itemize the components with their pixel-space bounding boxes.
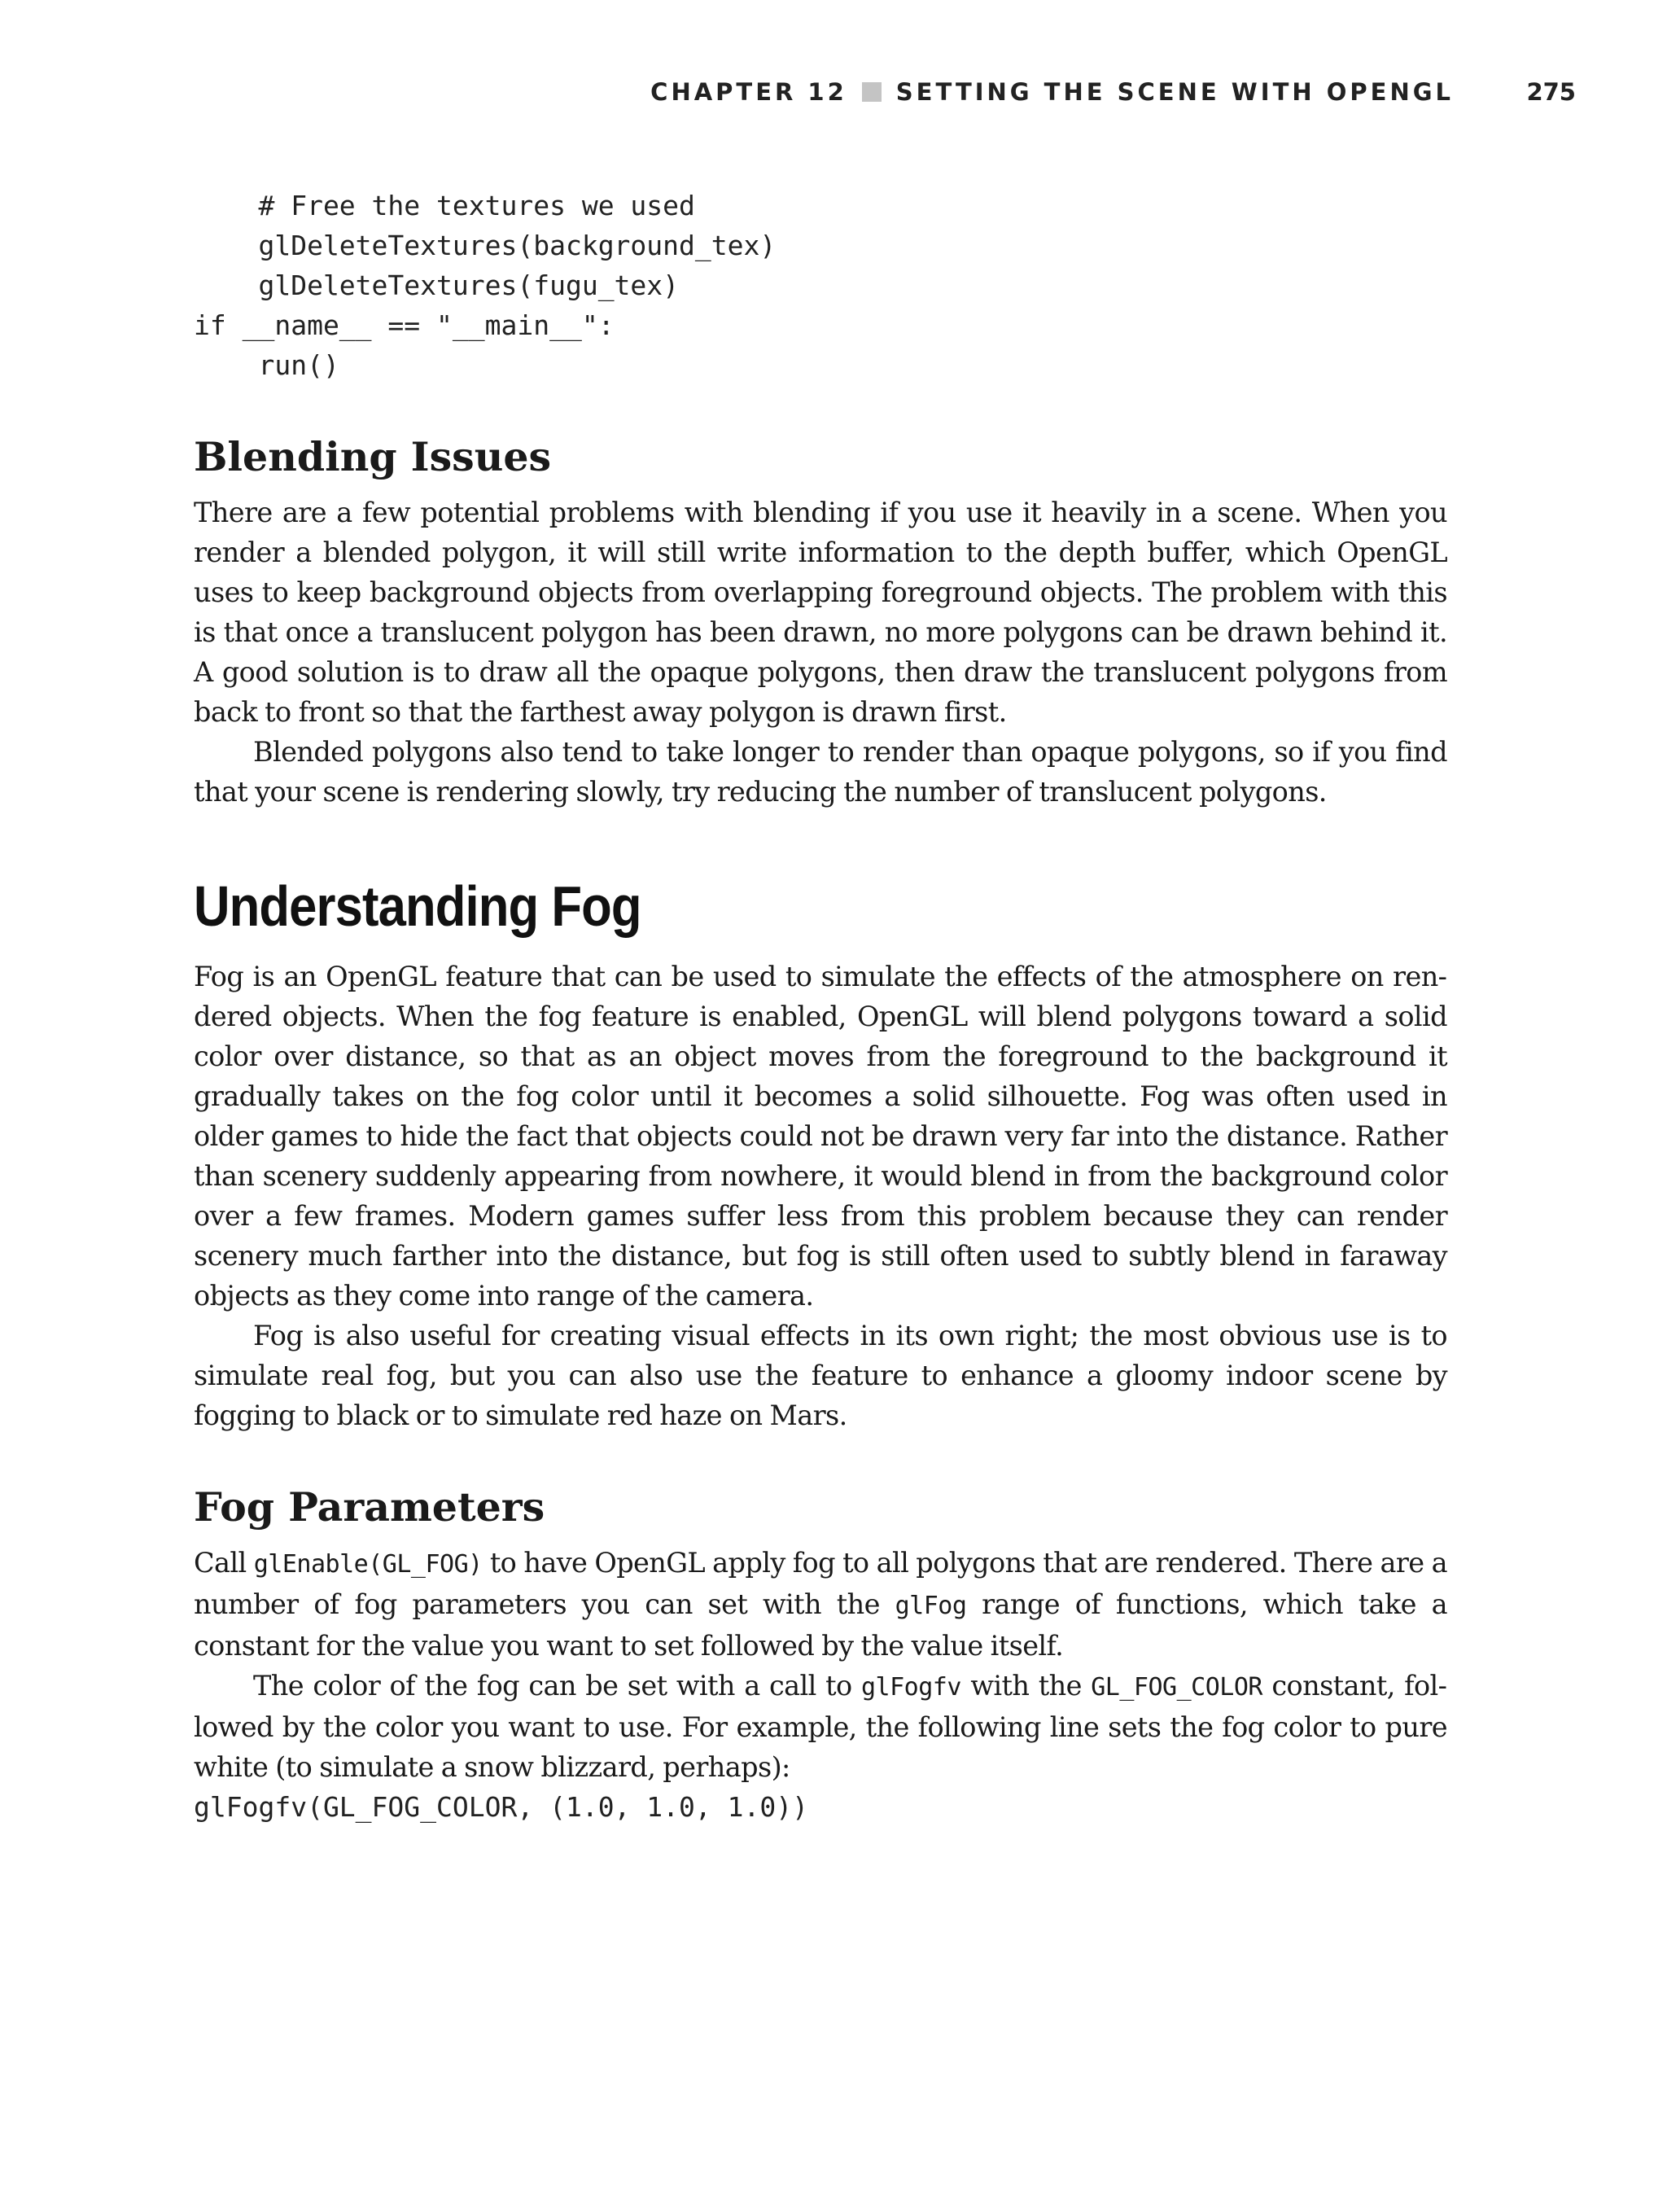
separator-square-icon <box>862 82 882 102</box>
heading-fog-parameters: Fog Parameters <box>194 1483 545 1531</box>
inline-code-gl-fog-color: GL_FOG_COLOR <box>1091 1673 1262 1702</box>
page-content <box>194 186 1447 1827</box>
paragraph-fog-2: Fog is also useful for creating visual effects in its own right; the most obvious use is to simulate real fog, but you can also use the feature to enhance a gloomy indoor scene by fogging to black or to simulate red haze on Mars. <box>194 1320 1447 1431</box>
text-run: Call <box>194 1547 254 1579</box>
paragraph-fog-1: Fog is an OpenGL feature that can be used to simulate the effects of the atmosphere on rendered objects. When the fog feature is enabled, OpenGL will blend polygons toward a solid color over distance, so that as an object moves from the foreground to the background it gradually takes on the fog color until it becomes a solid silhouette. Fog was often used in older games to hide the fact that objects could not be drawn very far into the distance. Rather than scenery suddenly appearing from nowhere, it would blend in from the background color over a few frames. Modern games suffer less from this problem because they can render scenery much farther into the distance, but fog is still often used to subtly blend in faraway objects as they come into range of the camera. <box>194 961 1447 1312</box>
page-header <box>0 78 1667 114</box>
chapter-label: CHAPTER 12 <box>650 78 847 106</box>
page-number: 275 <box>1526 78 1576 106</box>
text-run: to have OpenGL apply fog to all polygons that are rendered. There are a number of fog parameters you can set with the <box>194 1547 1447 1620</box>
running-header <box>650 78 1454 106</box>
paragraph-fog-params-2 <box>194 1666 1447 1787</box>
paragraph-blending-1: There are a few potential problems with blending if you use it heavily in a scene. When you render a blended polygon, it will still write information to the depth buffer, which OpenGL uses to keep background objects from overlapping foreground objects. The problem with this is that once a translucent polygon has been drawn, no more polygons can be drawn behind it. A good solution is to draw all the opaque polygons, then draw the translucent polygons from back to front so that the farthest away polygon is drawn first. <box>194 497 1447 728</box>
inline-code-glfogfv: glFogfv <box>861 1673 961 1702</box>
text-run: constant, followed by the color you want to use. For example, the following line sets the fog color to pure white (to simulate a snow blizzard, perhaps): <box>194 1670 1447 1783</box>
code-block-main-guard: if __name__ == "__main__": run() <box>194 309 615 381</box>
code-block-glfogfv: glFogfv(GL_FOG_COLOR, (1.0, 1.0, 1.0)) <box>194 1791 808 1823</box>
code-block-free-textures: # Free the textures we used glDeleteTextures(background_tex) glDeleteTextures(fugu_tex) <box>258 190 777 301</box>
paragraph-fog-params-1 <box>194 1543 1447 1666</box>
paragraph-blending-2: Blended polygons also tend to take longer to render than opaque polygons, so if you find that your scene is rendering slowly, try reducing the number of translucent polygons. <box>194 736 1447 808</box>
inline-code-glenable: glEnable(GL_FOG) <box>253 1550 483 1579</box>
chapter-title: SETTING THE SCENE WITH OPENGL <box>895 78 1454 106</box>
text-run: range of functions, which take a constant for the value you want to set followed by the value itself. <box>194 1588 1447 1662</box>
inline-code-glfog: glFog <box>895 1592 967 1620</box>
heading-understanding-fog: Understanding Fog <box>194 874 641 938</box>
text-run: with the <box>960 1670 1092 1702</box>
heading-blending-issues: Blending Issues <box>194 433 552 480</box>
text-run: The color of the fog can be set with a call to <box>253 1670 861 1702</box>
